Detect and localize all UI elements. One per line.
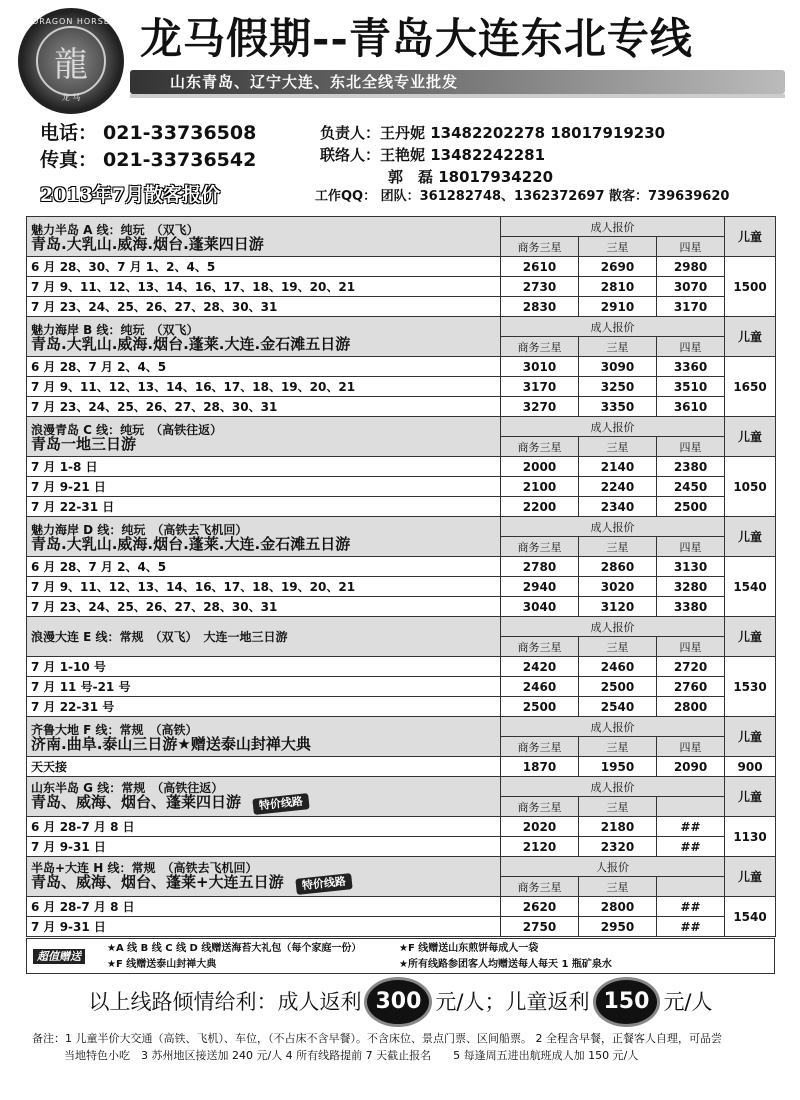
price-4star: 2800 <box>657 697 725 717</box>
price-business-3star: 2730 <box>501 277 579 297</box>
departure-dates: 7 月 1-10 号 <box>27 657 501 677</box>
child-price: 1540 <box>725 557 776 617</box>
departure-dates: 7 月 22-31 号 <box>27 697 501 717</box>
price-4star: 3070 <box>657 277 725 297</box>
logo-top-text: DRAGON HORSE <box>32 17 110 26</box>
price-3star: 3250 <box>579 377 657 397</box>
tier-4star <box>657 877 725 897</box>
table-row <box>27 757 776 777</box>
tier-3star: 三星 <box>579 877 657 897</box>
child-price: 1530 <box>725 657 776 717</box>
child-price: 1500 <box>725 257 776 317</box>
adult-price-header: 成人报价 <box>501 217 725 237</box>
line-header-row <box>27 857 776 877</box>
departure-dates: 7 月 1-8 日 <box>27 457 501 477</box>
price-3star: 2690 <box>579 257 657 277</box>
price-business-3star: 3170 <box>501 377 579 397</box>
price-4star: 3610 <box>657 397 725 417</box>
departure-dates: 7 月 9-21 日 <box>27 477 501 497</box>
logo-bottom-text: 龙 马 <box>61 93 81 102</box>
departure-dates: 7 月 9、11、12、13、14、16、17、18、19、20、21 <box>27 577 501 597</box>
adult-price-header: 成人报价 <box>501 517 725 537</box>
route-text: 青岛.大乳山.威海.烟台.蓬莱.大连.金石滩五日游 <box>31 334 351 353</box>
departure-dates: 6 月 28-7 月 8 日 <box>27 817 501 837</box>
price-business-3star: 2420 <box>501 657 579 677</box>
price-3star: 2540 <box>579 697 657 717</box>
departure-dates: 7 月 9-31 日 <box>27 837 501 857</box>
price-business-3star: 2780 <box>501 557 579 577</box>
table-row <box>27 357 776 377</box>
route-text: 青岛一地三日游 <box>31 434 137 453</box>
price-4star: 3130 <box>657 557 725 577</box>
table-row <box>27 397 776 417</box>
price-4star: 2720 <box>657 657 725 677</box>
child-price: 1540 <box>725 897 776 937</box>
line-header-row <box>27 777 776 797</box>
price-business-3star: 2940 <box>501 577 579 597</box>
line-name: 齐鲁大地 F 线：常规 （高铁） <box>31 722 198 737</box>
table-row <box>27 677 776 697</box>
tier-3star: 三星 <box>579 637 657 657</box>
route-text: 济南.曲阜.泰山三日游★赠送泰山封禅大典 <box>31 734 311 753</box>
price-business-3star: 2000 <box>501 457 579 477</box>
price-business-3star: 2610 <box>501 257 579 277</box>
route-text: 青岛.大乳山.威海.烟台.蓬莱.大连.金石滩五日游 <box>31 534 351 553</box>
tier-4star: 四星 <box>657 237 725 257</box>
tier-4star: 四星 <box>657 537 725 557</box>
price-3star: 2910 <box>579 297 657 317</box>
route-text: 青岛、威海、烟台、蓬莱四日游 <box>31 793 242 811</box>
fax-label: 传真： <box>40 149 98 171</box>
tier-3star: 三星 <box>579 737 657 757</box>
price-3star: 2140 <box>579 457 657 477</box>
adult-price-header: 成人报价 <box>501 617 725 637</box>
price-3star: 2800 <box>579 897 657 917</box>
child-rebate-badge: 150 <box>596 980 658 1024</box>
child-price-header: 儿童 <box>725 517 776 557</box>
line-route <box>31 734 496 753</box>
liaison-contact-1: 王艳妮 13482242281 <box>380 146 546 164</box>
table-row <box>27 457 776 477</box>
price-3star: 3090 <box>579 357 657 377</box>
price-3star: 2860 <box>579 557 657 577</box>
departure-dates: 天天接 <box>27 757 501 777</box>
gift-item: ★所有线路参团客人均赠送每人每天 1 瓶矿泉水 <box>399 959 612 970</box>
line-title-cell <box>27 777 501 817</box>
tier-business-3star: 商务三星 <box>501 537 579 557</box>
line-name: 魅力海岸 D 线：纯玩 （高铁去飞机回） <box>31 522 248 537</box>
line-route <box>31 234 496 253</box>
gift-box <box>26 938 775 974</box>
tier-4star <box>657 797 725 817</box>
tier-business-3star: 商务三星 <box>501 237 579 257</box>
liaison-contact-2: 郭 磊 18017934220 <box>388 168 554 186</box>
tier-4star: 四星 <box>657 637 725 657</box>
price-3star: 2180 <box>579 817 657 837</box>
fax-number: 021-33736542 <box>103 149 257 171</box>
child-price: 1130 <box>725 817 776 857</box>
price-3star: 3120 <box>579 597 657 617</box>
gift-item: ★F 线赠送泰山封禅大典 <box>107 959 217 970</box>
child-price-header: 儿童 <box>725 857 776 897</box>
departure-dates: 6 月 28、7 月 2、4、5 <box>27 357 501 377</box>
line-route <box>31 434 496 453</box>
departure-dates: 7 月 22-31 日 <box>27 497 501 517</box>
note-line: 当地特色小吃 3 苏州地区接送加 240 元/人 4 所有线路提前 7 天截止报名 5 每逢周五进出航班成人加 150 元/人 <box>64 1049 639 1062</box>
departure-dates: 6 月 28-7 月 8 日 <box>27 897 501 917</box>
child-price-header: 儿童 <box>725 717 776 757</box>
price-table <box>26 216 776 937</box>
people-block <box>320 122 665 188</box>
price-3star: 2340 <box>579 497 657 517</box>
line-name: 魅力半岛 A 线：纯玩 （双飞） <box>31 222 199 237</box>
price-4star: ## <box>657 837 725 857</box>
price-4star: 2380 <box>657 457 725 477</box>
phone-block <box>40 120 256 174</box>
manager-contact: 王丹妮 13482202278 18017919230 <box>380 124 666 142</box>
line-header-row <box>27 717 776 737</box>
tier-3star: 三星 <box>579 797 657 817</box>
price-3star: 3020 <box>579 577 657 597</box>
adult-price-header: 成人报价 <box>501 317 725 337</box>
line-title-cell <box>27 717 501 757</box>
price-4star: 3510 <box>657 377 725 397</box>
child-price: 1050 <box>725 457 776 517</box>
line-name: 浪漫青岛 C 线：纯玩 （高铁往返） <box>31 422 223 437</box>
rebate-unit: 元/人 <box>663 990 713 1014</box>
logo <box>18 8 124 114</box>
price-4star: 2090 <box>657 757 725 777</box>
route-text: 青岛.大乳山.威海.烟台.蓬莱四日游 <box>31 234 264 253</box>
table-row <box>27 497 776 517</box>
tier-business-3star: 商务三星 <box>501 337 579 357</box>
line-header-row <box>27 417 776 437</box>
departure-dates: 7 月 9-31 日 <box>27 917 501 937</box>
line-title-cell <box>27 417 501 457</box>
line-header-row <box>27 317 776 337</box>
table-row <box>27 557 776 577</box>
tier-4star: 四星 <box>657 737 725 757</box>
tier-3star: 三星 <box>579 337 657 357</box>
price-4star: ## <box>657 897 725 917</box>
special-offer-badge: 特价线路 <box>295 873 352 895</box>
price-business-3star: 2830 <box>501 297 579 317</box>
price-period-title: 2013年7月散客报价 <box>40 184 221 206</box>
tier-4star: 四星 <box>657 437 725 457</box>
price-4star: 3170 <box>657 297 725 317</box>
price-3star: 3350 <box>579 397 657 417</box>
adult-price-header: 人报价 <box>501 857 725 877</box>
departure-dates: 6 月 28、7 月 2、4、5 <box>27 557 501 577</box>
notes <box>32 1030 777 1064</box>
departure-dates: 7 月 23、24、25、26、27、28、30、31 <box>27 597 501 617</box>
banner-divider <box>130 94 785 98</box>
price-3star: 2950 <box>579 917 657 937</box>
price-business-3star: 2500 <box>501 697 579 717</box>
rebate-text-child: 元/人；儿童返利 <box>435 990 590 1014</box>
dragon-horse-icon: 龍 <box>36 26 106 96</box>
tel-number[interactable]: 021-33736508 <box>103 122 257 144</box>
price-business-3star: 3270 <box>501 397 579 417</box>
tier-4star: 四星 <box>657 337 725 357</box>
gift-item: ★F 线赠送山东煎饼每成人一袋 <box>399 943 539 954</box>
price-3star: 2460 <box>579 657 657 677</box>
price-4star: 3380 <box>657 597 725 617</box>
price-4star: 3280 <box>657 577 725 597</box>
tier-business-3star: 商务三星 <box>501 437 579 457</box>
line-route <box>31 534 496 553</box>
table-row <box>27 377 776 397</box>
price-business-3star: 2620 <box>501 897 579 917</box>
line-route <box>31 334 496 353</box>
rebate-banner <box>26 982 775 1022</box>
subtitle-banner: 山东青岛、辽宁大连、东北全线专业批发 <box>130 70 785 94</box>
line-name: 半岛+大连 H 线：常规 （高铁去飞机回） <box>31 861 258 875</box>
price-business-3star: 2100 <box>501 477 579 497</box>
departure-dates: 7 月 9、11、12、13、14、16、17、18、19、20、21 <box>27 377 501 397</box>
line-header-row <box>27 517 776 537</box>
route-text: 青岛、威海、烟台、蓬莱+大连五日游 <box>31 873 284 891</box>
line-name: 魅力海岸 B 线：纯玩 （双飞） <box>31 322 199 337</box>
qq-contacts: 工作QQ： 团队：361282748、1362372697 散客：739639620 <box>315 189 730 204</box>
child-price-header: 儿童 <box>725 617 776 657</box>
departure-dates: 6 月 28、30、7 月 1、2、4、5 <box>27 257 501 277</box>
adult-price-header: 成人报价 <box>501 417 725 437</box>
departure-dates: 7 月 9、11、12、13、14、16、17、18、19、20、21 <box>27 277 501 297</box>
tier-business-3star: 商务三星 <box>501 877 579 897</box>
gift-item: ★A 线 B 线 C 线 D 线赠送海苔大礼包（每个家庭一份） <box>107 943 362 954</box>
note-line: 备注：1 儿童半价大交通（高铁、飞机）、车位，（不占床不含早餐）。不含床位、景点门票、区间船票。 2 全程含早餐，正餐客人自理，可品尝 <box>32 1032 722 1045</box>
line-name: 浪漫大连 E 线：常规 （双飞） 大连一地三日游 <box>31 629 288 644</box>
adult-price-header: 成人报价 <box>501 777 725 797</box>
liaison-label: 联络人： <box>320 146 381 164</box>
price-business-3star: 2020 <box>501 817 579 837</box>
table-row <box>27 817 776 837</box>
line-title-cell <box>27 517 501 557</box>
table-row <box>27 697 776 717</box>
line-title-cell <box>27 857 501 897</box>
line-route <box>31 875 496 892</box>
price-3star: 2500 <box>579 677 657 697</box>
tel-label: 电话： <box>40 122 98 144</box>
child-price-header: 儿童 <box>725 417 776 457</box>
price-business-3star: 2120 <box>501 837 579 857</box>
price-business-3star: 2200 <box>501 497 579 517</box>
tier-business-3star: 商务三星 <box>501 737 579 757</box>
adult-price-header: 成人报价 <box>501 717 725 737</box>
departure-dates: 7 月 23、24、25、26、27、28、30、31 <box>27 297 501 317</box>
price-4star: 2760 <box>657 677 725 697</box>
price-business-3star: 3010 <box>501 357 579 377</box>
adult-rebate-badge: 300 <box>367 980 429 1024</box>
price-business-3star: 1870 <box>501 757 579 777</box>
price-4star: 2450 <box>657 477 725 497</box>
child-price: 1650 <box>725 357 776 417</box>
table-row <box>27 657 776 677</box>
child-price: 900 <box>725 757 776 777</box>
price-business-3star: 3040 <box>501 597 579 617</box>
line-header-row <box>27 217 776 237</box>
tier-business-3star: 商务三星 <box>501 637 579 657</box>
line-title-cell <box>27 617 501 657</box>
rebate-text-adult: 以上线路倾情给利：成人返利 <box>88 990 362 1014</box>
price-4star: 3360 <box>657 357 725 377</box>
child-price-header: 儿童 <box>725 317 776 357</box>
price-4star: 2980 <box>657 257 725 277</box>
child-price-header: 儿童 <box>725 217 776 257</box>
price-3star: 2320 <box>579 837 657 857</box>
table-row <box>27 597 776 617</box>
table-row <box>27 577 776 597</box>
child-price-header: 儿童 <box>725 777 776 817</box>
price-3star: 2810 <box>579 277 657 297</box>
tier-3star: 三星 <box>579 437 657 457</box>
page-title: 龙马假期--青岛大连东北专线 <box>140 14 693 63</box>
line-name: 山东半岛 G 线：常规 （高铁往返） <box>31 781 224 795</box>
price-4star: ## <box>657 917 725 937</box>
table-row <box>27 257 776 277</box>
manager-label: 负责人： <box>320 124 381 142</box>
price-business-3star: 2750 <box>501 917 579 937</box>
table-row <box>27 477 776 497</box>
departure-dates: 7 月 23、24、25、26、27、28、30、31 <box>27 397 501 417</box>
line-title-cell <box>27 217 501 257</box>
price-4star: 2500 <box>657 497 725 517</box>
table-row <box>27 277 776 297</box>
tier-business-3star: 商务三星 <box>501 797 579 817</box>
gift-label: 超值赠送 <box>33 949 85 964</box>
special-offer-badge: 特价线路 <box>252 793 309 815</box>
table-row <box>27 917 776 937</box>
line-route <box>31 795 496 812</box>
tier-3star: 三星 <box>579 237 657 257</box>
departure-dates: 7 月 11 号-21 号 <box>27 677 501 697</box>
table-row <box>27 297 776 317</box>
table-row <box>27 837 776 857</box>
price-3star: 2240 <box>579 477 657 497</box>
price-3star: 1950 <box>579 757 657 777</box>
price-business-3star: 2460 <box>501 677 579 697</box>
tier-3star: 三星 <box>579 537 657 557</box>
line-title-cell <box>27 317 501 357</box>
price-4star: ## <box>657 817 725 837</box>
line-header-row <box>27 617 776 637</box>
table-row <box>27 897 776 917</box>
